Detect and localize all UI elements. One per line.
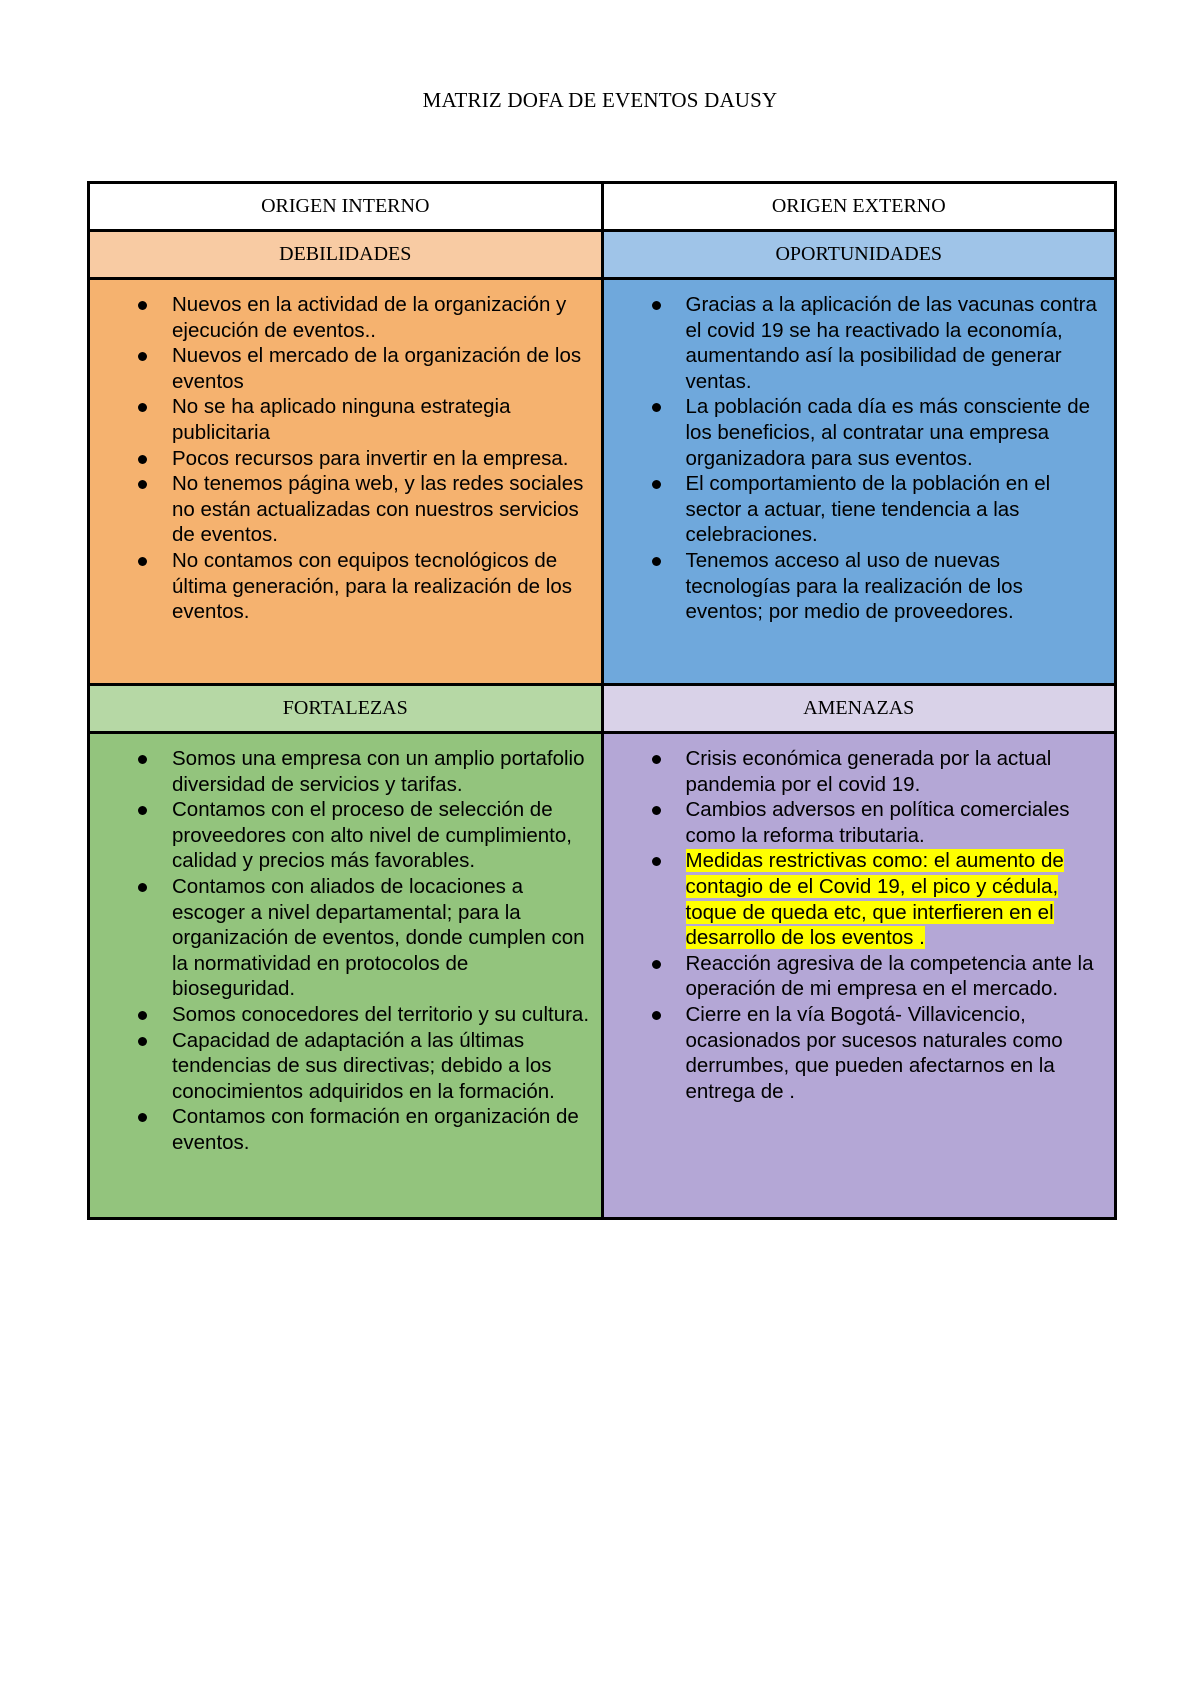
highlighted-item-text: Medidas restrictivas como: el aumento de contagio de el Covid 19, el pico y cédula, toque de queda etc, que interfieren en el desarrollo de los eventos . bbox=[685, 849, 1064, 950]
list-item bbox=[686, 394, 1105, 471]
amenazas-header: AMENAZAS bbox=[602, 685, 1116, 733]
item-text: Pocos recursos para invertir en la empresa. bbox=[172, 446, 569, 470]
list-item bbox=[172, 471, 591, 548]
list-item bbox=[172, 394, 591, 445]
bullet-icon bbox=[138, 883, 147, 892]
item-text: Somos una empresa con un amplio portafolio diversidad de servicios y tarifas. bbox=[172, 747, 585, 796]
list-item bbox=[172, 1028, 591, 1105]
list-item bbox=[172, 548, 591, 625]
item-text: No contamos con equipos tecnológicos de última generación, para la realización de los eventos. bbox=[172, 548, 572, 624]
debilidades-header: DEBILIDADES bbox=[89, 231, 603, 279]
list-item bbox=[686, 797, 1105, 848]
origin-external-header: ORIGEN EXTERNO bbox=[602, 183, 1116, 231]
bullet-icon bbox=[652, 301, 661, 310]
list-item bbox=[686, 292, 1105, 394]
item-text: Nuevos el mercado de la organización de los eventos bbox=[172, 344, 582, 393]
list-item bbox=[686, 548, 1105, 625]
list-item bbox=[172, 746, 591, 797]
bullet-icon bbox=[652, 755, 661, 764]
item-text: Crisis económica generada por la actual pandemia por el covid 19. bbox=[685, 747, 1052, 796]
item-text: Cambios adversos en política comerciales como la reforma tributaria. bbox=[685, 798, 1070, 847]
bullet-icon bbox=[138, 1011, 147, 1020]
amenazas-cell bbox=[602, 733, 1116, 1219]
bullet-icon bbox=[138, 480, 147, 489]
item-text: Contamos con el proceso de selección de proveedores con alto nivel de cumplimiento, calidad y precios más favorables. bbox=[172, 798, 572, 873]
item-text: Cierre en la vía Bogotá- Villavicencio, ocasionados por sucesos naturales como derrumbes, que pueden afectarnos en la entrega de . bbox=[685, 1002, 1063, 1103]
item-text: Contamos con aliados de locaciones a escoger a nivel departamental; para la organización de eventos, donde cumplen con la normatividad en protocolos de bioseguridad. bbox=[172, 874, 585, 1001]
list-item bbox=[686, 471, 1105, 548]
amenazas-list bbox=[604, 734, 1115, 1104]
bullet-icon bbox=[138, 557, 147, 566]
item-text: Somos conocedores del territorio y su cultura. bbox=[172, 1002, 590, 1026]
oportunidades-header: OPORTUNIDADES bbox=[602, 231, 1116, 279]
dofa-matrix bbox=[87, 181, 1117, 1220]
list-item bbox=[686, 951, 1105, 1002]
oportunidades-cell bbox=[602, 279, 1116, 685]
list-item bbox=[172, 1104, 591, 1155]
item-text: La población cada día es más consciente de los beneficios, al contratar una empresa organizadora para sus eventos. bbox=[685, 395, 1091, 470]
bullet-icon bbox=[138, 455, 147, 464]
oportunidades-list bbox=[604, 280, 1115, 625]
item-text: Capacidad de adaptación a las últimas tendencias de sus directivas; debido a los conocimientos adquiridos en la formación. bbox=[172, 1028, 555, 1103]
bullet-icon bbox=[652, 960, 661, 969]
bullet-icon bbox=[138, 806, 147, 815]
item-text: Nuevos en la actividad de la organización y ejecución de eventos.. bbox=[172, 293, 567, 342]
list-item bbox=[172, 446, 591, 472]
list-item bbox=[686, 746, 1105, 797]
bullet-icon bbox=[652, 403, 661, 412]
bullet-icon bbox=[652, 1011, 661, 1020]
list-item bbox=[172, 343, 591, 394]
item-text: El comportamiento de la población en el sector a actuar, tiene tendencia a las celebraciones. bbox=[685, 472, 1051, 547]
item-text: Tenemos acceso al uso de nuevas tecnologías para la realización de los eventos; por medio de proveedores. bbox=[685, 548, 1023, 624]
fortalezas-list bbox=[90, 734, 601, 1156]
item-text: Reacción agresiva de la competencia ante la operación de mi empresa en el mercado. bbox=[685, 951, 1094, 1001]
bullet-icon bbox=[138, 352, 147, 361]
bullet-icon bbox=[138, 755, 147, 764]
origin-internal-header: ORIGEN INTERNO bbox=[89, 183, 603, 231]
item-text: Contamos con formación en organización de eventos. bbox=[172, 1105, 579, 1154]
list-item bbox=[172, 874, 591, 1002]
bullet-icon bbox=[652, 557, 661, 566]
fortalezas-header: FORTALEZAS bbox=[89, 685, 603, 733]
page-title: MATRIZ DOFA DE EVENTOS DAUSY bbox=[422, 88, 778, 112]
bullet-icon bbox=[138, 403, 147, 412]
debilidades-list bbox=[90, 280, 601, 625]
bullet-icon bbox=[138, 1037, 147, 1046]
list-item bbox=[172, 292, 591, 343]
debilidades-cell bbox=[89, 279, 603, 685]
list-item-highlighted bbox=[686, 848, 1105, 950]
list-item bbox=[172, 1002, 591, 1028]
bullet-icon bbox=[138, 301, 147, 310]
fortalezas-cell bbox=[89, 733, 603, 1219]
bullet-icon bbox=[652, 857, 661, 866]
item-text: No se ha aplicado ninguna estrategia publicitaria bbox=[172, 395, 511, 444]
bullet-icon bbox=[652, 806, 661, 815]
item-text: No tenemos página web, y las redes sociales no están actualizadas con nuestros servicios de eventos. bbox=[172, 472, 584, 547]
bullet-icon bbox=[138, 1113, 147, 1122]
bullet-icon bbox=[652, 480, 661, 489]
list-item bbox=[172, 797, 591, 874]
list-item bbox=[686, 1002, 1105, 1104]
item-text: Gracias a la aplicación de las vacunas contra el covid 19 se ha reactivado la economía, aumentando así la posibilidad de generar ventas. bbox=[685, 293, 1097, 393]
